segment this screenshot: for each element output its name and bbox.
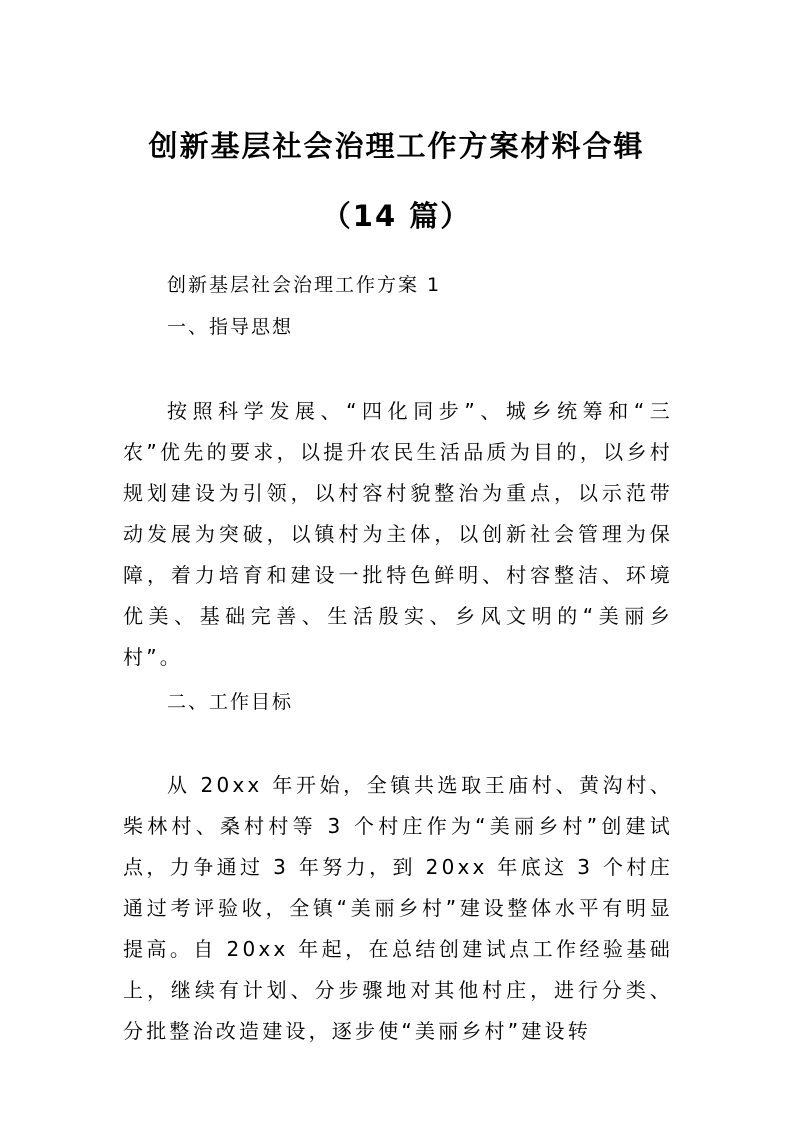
section-title: 创新基层社会治理工作方案 1 — [167, 274, 442, 296]
heading-guiding-ideology: 一、指导思想 — [167, 316, 294, 338]
document-title: 创新基层社会治理工作方案材料合辑 — [148, 129, 645, 163]
paragraph-guiding-ideology: 按照科学发展、“四化同步”、城乡统筹和“三农”优先的要求，以提升农民生活品质为目的，以乡村规划建设为引领，以村容村貌整治为重点，以示范带动发展为突破，以镇村为主体，以创新社会管理为保障，着力培育和建设一批特色鲜明、村容整洁、环境优美、基础完善、生活殷实、乡风文明的“美丽乡村”。 — [123, 399, 673, 669]
paragraph-work-goals: 从 20xx 年开始，全镇共选取王庙村、黄沟村、柴林村、桑村村等 3 个村庄作为“美丽乡村”创建试点，力争通过 3 年努力，到 20xx 年底这 3 个村庄通过考评验收，全镇“美丽乡村”建设整体水平有明显提高。自 20xx 年起，在总结创建试点工作经验基础上，继续有计划、分步骤地对其他村庄，进行分类、分批整治改造建设，逐步使“美丽乡村”建设转 — [123, 773, 673, 1043]
document-subtitle: （14 篇） — [321, 199, 472, 233]
heading-work-goals: 二、工作目标 — [167, 691, 294, 713]
